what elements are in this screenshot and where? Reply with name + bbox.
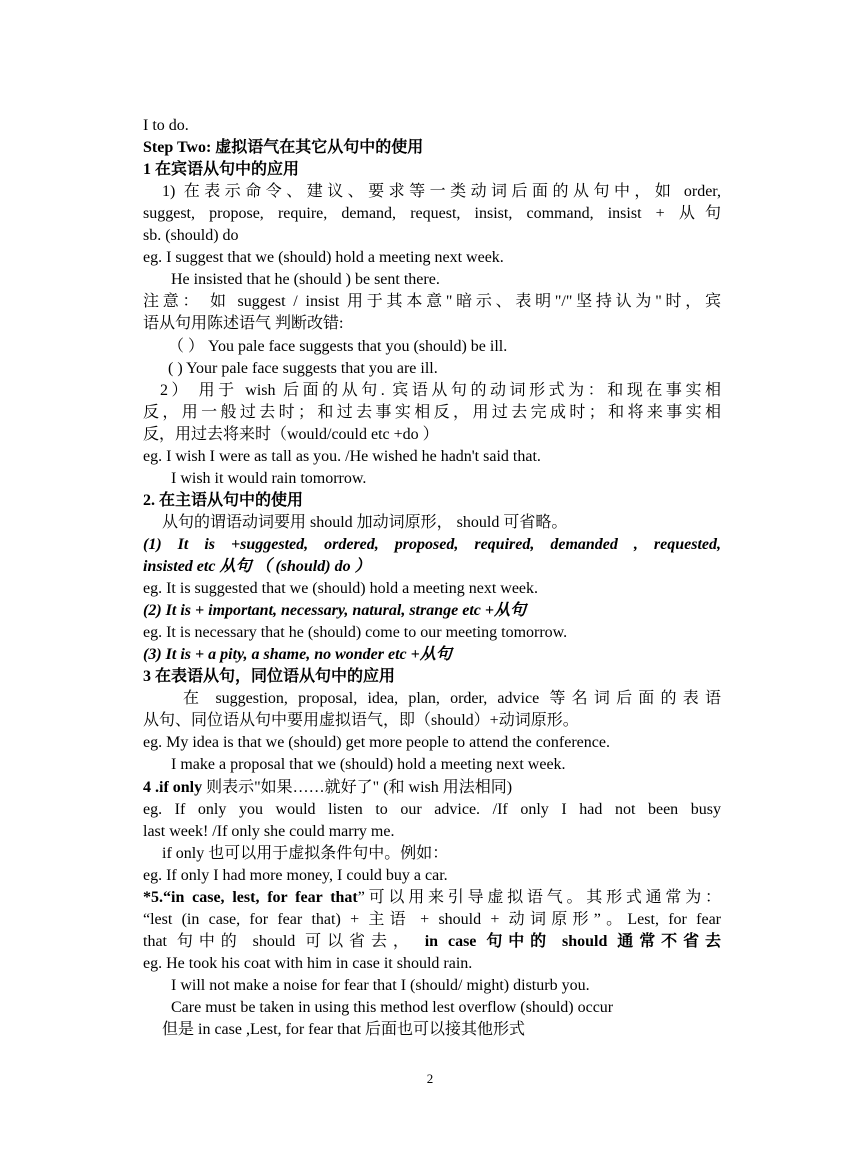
- text-line: insisted etc 从句 （ (should) do ）: [143, 558, 371, 575]
- text-line: Step Two: 虚拟语气在其它从句中的使用: [143, 139, 424, 157]
- text-line: 2） 用于 wish 后面的从句. 宾语从句的动词形式为：和现在事实相: [160, 381, 721, 399]
- text-line: eg. My idea is that we (should) get more people to attend the conference.: [143, 734, 610, 752]
- text-line: 在 suggestion, proposal, idea, plan, order, advice 等名词后面的表语: [183, 690, 721, 708]
- text-line: (3) It is + a pity, a shame, no wonder etc +从句: [143, 646, 452, 664]
- text-line: ( ) Your pale face suggests that you are ill.: [168, 359, 438, 377]
- text-line: I to do.: [143, 117, 189, 134]
- text-line: eg. I suggest that we (should) hold a meeting next week.: [143, 249, 504, 267]
- text-line: 注意： 如 suggest / insist 用于其本意"暗示、表明"/"坚持认为"时，宾: [143, 293, 721, 311]
- text-line: last week! /If only she could marry me.: [143, 822, 395, 840]
- text-line: I wish it would rain tomorrow.: [171, 469, 367, 487]
- text-line: 从句的谓语动词要用 should 加动词原形， should 可省略。: [162, 513, 568, 531]
- text-line: 4 .if only 则表示"如果……就好了" (和 wish 用法相同): [143, 778, 513, 796]
- text-line: 语从句用陈述语气 判断改错:: [143, 315, 344, 333]
- text-line: “lest (in case, for fear that) + 主语 + should + 动词原形”。Lest, for fear: [143, 910, 721, 928]
- text-line: if only 也可以用于虚拟条件句中。例如：: [162, 844, 449, 862]
- text-line: I will not make a noise for fear that I (should/ might) disturb you.: [171, 976, 590, 994]
- text-line: Care must be taken in using this method lest overflow (should) occur: [171, 999, 614, 1016]
- text-line: eg. If only you would listen to our advice. /If only I had not been busy: [143, 800, 721, 818]
- text-line: 2. 在主语从句中的使用: [143, 491, 304, 509]
- text-line: 从句、同位语从句中要用虚拟语气，即（should）+动词原形。: [143, 712, 579, 730]
- text-line: eg. I wish I were as tall as you. /He wished he hadn't said that.: [143, 447, 541, 465]
- text-line: 反，用一般过去时；和过去事实相反，用过去完成时；和将来事实相: [143, 403, 721, 421]
- text-line: that 句中的 should 可以省去， in case 句中的 should 通常不省去: [143, 932, 721, 950]
- text-line: eg. If only I had more money, I could buy a car.: [143, 866, 448, 884]
- text-line: （ ） You pale face suggests that you (should) be ill.: [168, 337, 508, 355]
- text-line: eg. It is necessary that he (should) come to our meeting tomorrow.: [143, 624, 568, 642]
- text-line: He insisted that he (should ) be sent there.: [171, 271, 440, 289]
- text-line: suggest, propose, require, demand, request, insist, command, insist + 从句: [143, 205, 721, 223]
- text-line: 但是 in case ,Lest, for fear that 后面也可以接其他形式: [162, 1021, 526, 1039]
- text-line: 1 在宾语从句中的应用: [143, 161, 300, 179]
- text-line: sb. (should) do: [143, 227, 239, 245]
- page-number: 2: [426, 1071, 434, 1086]
- text-line: 3 在表语从句，同位语从句中的应用: [143, 668, 396, 686]
- text-line: eg. It is suggested that we (should) hold a meeting next week.: [143, 580, 539, 598]
- text-line: eg. He took his coat with him in case it should rain.: [143, 954, 473, 972]
- text-line: *5.“in case, lest, for fear that”可以用来引导虚拟语气。其形式通常为：: [143, 888, 721, 906]
- text-line: (2) It is + important, necessary, natural, strange etc +从句: [143, 602, 526, 620]
- text-line: 1) 在表示命令、建议、要求等一类动词后面的从句中，如 order,: [162, 183, 721, 201]
- text-line: (1) It is +suggested, ordered, proposed, required, demanded , requested,: [143, 535, 721, 553]
- text-line: I make a proposal that we (should) hold a meeting next week.: [171, 756, 566, 774]
- text-line: 反，用过去将来时（would/could etc +do ）: [143, 425, 439, 443]
